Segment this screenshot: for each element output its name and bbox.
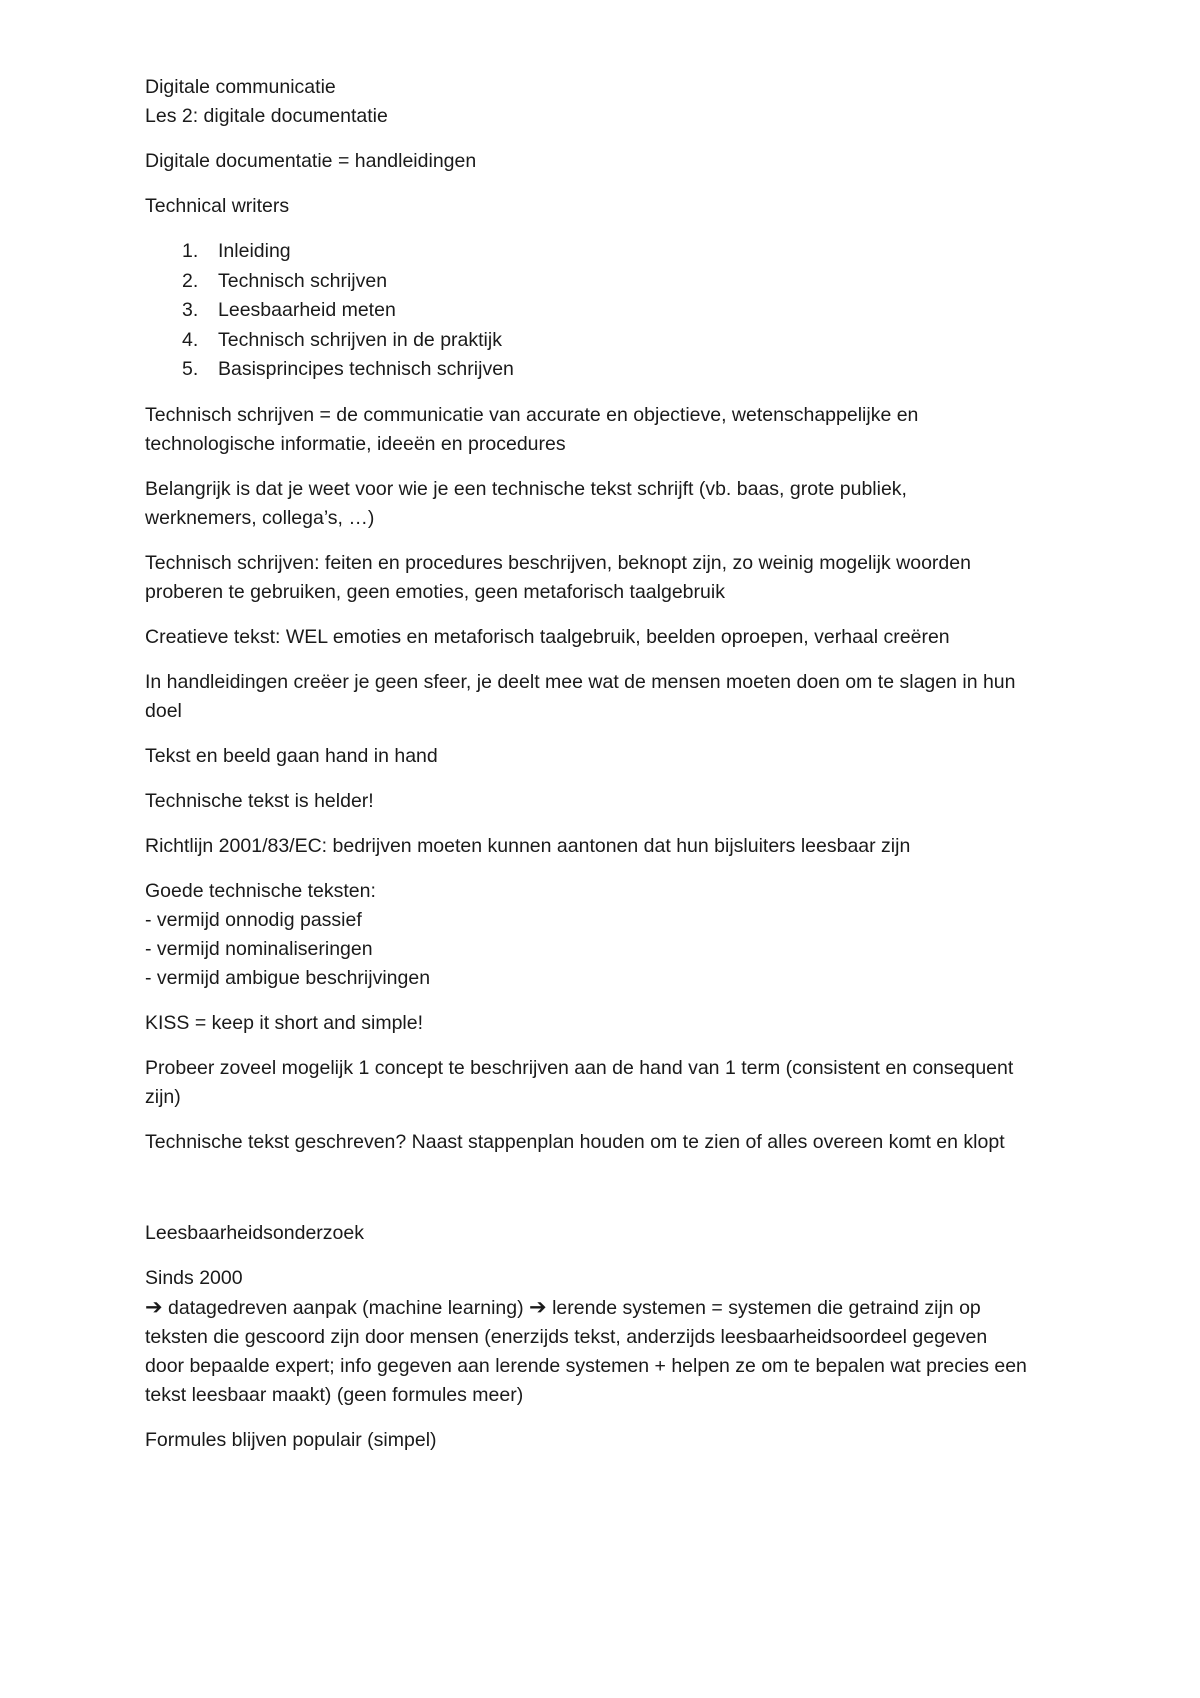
arrow-text: datagedreven aanpak (machine learning) bbox=[168, 1296, 524, 1319]
list-number: 4. bbox=[182, 328, 199, 351]
technisch-facts-paragraph bbox=[145, 549, 1075, 607]
paragraph-line: Formules blijven populair (simpel) bbox=[145, 1428, 437, 1451]
bullet-item: - vermijd ambigue beschrijvingen bbox=[145, 966, 431, 989]
paragraph-line: Technische tekst geschreven? Naast stappenplan houden om te zien of alles overeen komt en klopt bbox=[145, 1130, 1005, 1153]
good-texts-paragraph bbox=[145, 877, 1075, 993]
document-body bbox=[145, 73, 1075, 1471]
paragraph-line: Probeer zoveel mogelijk 1 concept te beschrijven aan de hand van 1 term (consistent en consequent bbox=[145, 1056, 1014, 1079]
list-item bbox=[182, 355, 1075, 385]
checklist-paragraph bbox=[145, 1128, 1075, 1157]
paragraph-line: KISS = keep it short and simple! bbox=[145, 1011, 424, 1034]
paragraph-line bbox=[145, 1293, 1075, 1323]
definition-paragraph bbox=[145, 147, 1075, 176]
list-item-label: Inleiding bbox=[218, 240, 291, 262]
formulas-paragraph bbox=[145, 1426, 1075, 1455]
writers-text: Technical writers bbox=[145, 195, 290, 217]
clear-text-paragraph bbox=[145, 787, 1075, 816]
technisch-definition-paragraph bbox=[145, 401, 1075, 459]
list-item bbox=[182, 326, 1075, 356]
list-number: 1. bbox=[182, 240, 199, 262]
bullet-item: - vermijd onnodig passief bbox=[145, 908, 362, 931]
document-header bbox=[145, 73, 1075, 131]
paragraph-line: tekst leesbaar maakt) (geen formules meer) bbox=[145, 1383, 524, 1406]
paragraph-line: zijn) bbox=[145, 1085, 181, 1108]
paragraph-line: teksten die gescoord zijn door mensen (enerzijds tekst, anderzijds leesbaarheidsoordeel gegeven bbox=[145, 1325, 988, 1348]
list-item bbox=[182, 267, 1075, 297]
paragraph-line: Technisch schrijven = de communicatie van accurate en objectieve, wetenschappelijke en bbox=[145, 403, 919, 426]
section-title-paragraph bbox=[145, 1219, 1075, 1248]
list-item-label: Leesbaarheid meten bbox=[218, 299, 396, 321]
list-number: 3. bbox=[182, 299, 199, 321]
list-item-label: Basisprincipes technisch schrijven bbox=[218, 358, 514, 380]
paragraph-line: doel bbox=[145, 699, 182, 722]
definition-text: Digitale documentatie = handleidingen bbox=[145, 150, 477, 172]
paragraph-line: Technische tekst is helder! bbox=[145, 789, 374, 812]
paragraph-line: Richtlijn 2001/83/EC: bedrijven moeten kunnen aantonen dat hun bijsluiters leesbaar zijn bbox=[145, 834, 911, 857]
paragraph-line: door bepaalde expert; info gegeven aan lerende systemen + helpen ze om te bepalen wat precies een bbox=[145, 1354, 1027, 1377]
list-item bbox=[182, 237, 1075, 267]
section-title: Leesbaarheidsonderzoek bbox=[145, 1221, 364, 1244]
right-arrow-icon: ➔ bbox=[529, 1294, 547, 1319]
list-item-label: Technisch schrijven in de praktijk bbox=[218, 328, 502, 351]
list-item bbox=[182, 296, 1075, 326]
writers-paragraph bbox=[145, 192, 1075, 221]
arrow-text: lerende systemen = systemen die getraind zijn op bbox=[552, 1296, 981, 1319]
audience-paragraph bbox=[145, 475, 1075, 533]
right-arrow-icon: ➔ bbox=[145, 1294, 163, 1319]
outline-list bbox=[145, 237, 1075, 385]
since-label: Sinds 2000 bbox=[145, 1266, 243, 1289]
kiss-paragraph bbox=[145, 1009, 1075, 1038]
section-spacer bbox=[145, 1173, 1075, 1219]
manuals-paragraph bbox=[145, 668, 1075, 726]
paragraph-line: Tekst en beeld gaan hand in hand bbox=[145, 744, 438, 767]
text-image-paragraph bbox=[145, 742, 1075, 771]
concept-term-paragraph bbox=[145, 1054, 1075, 1112]
lesson-title: Les 2: digitale documentatie bbox=[145, 105, 388, 127]
paragraph-line: proberen te gebruiken, geen emoties, geen metaforisch taalgebruik bbox=[145, 580, 725, 603]
creative-paragraph bbox=[145, 623, 1075, 652]
directive-paragraph bbox=[145, 832, 1075, 861]
paragraph-line: Belangrijk is dat je weet voor wie je een technische tekst schrijft (vb. baas, grote publiek, bbox=[145, 477, 907, 500]
paragraph-line: In handleidingen creëer je geen sfeer, je deelt mee wat de mensen moeten doen om te slagen in hun bbox=[145, 670, 1016, 693]
paragraph-line: werknemers, collega’s, …) bbox=[145, 506, 375, 529]
since-2000-paragraph bbox=[145, 1264, 1075, 1410]
good-texts-heading: Goede technische teksten: bbox=[145, 879, 376, 902]
paragraph-line: Creatieve tekst: WEL emoties en metaforisch taalgebruik, beelden oproepen, verhaal creëren bbox=[145, 625, 950, 648]
bullet-item: - vermijd nominaliseringen bbox=[145, 937, 373, 960]
paragraph-line: technologische informatie, ideeën en procedures bbox=[145, 432, 566, 455]
course-title: Digitale communicatie bbox=[145, 76, 336, 98]
list-number: 2. bbox=[182, 269, 199, 292]
paragraph-line: Technisch schrijven: feiten en procedures beschrijven, beknopt zijn, zo weinig mogelijk woorden bbox=[145, 551, 971, 574]
list-item-label: Technisch schrijven bbox=[218, 269, 388, 292]
list-number: 5. bbox=[182, 358, 199, 380]
